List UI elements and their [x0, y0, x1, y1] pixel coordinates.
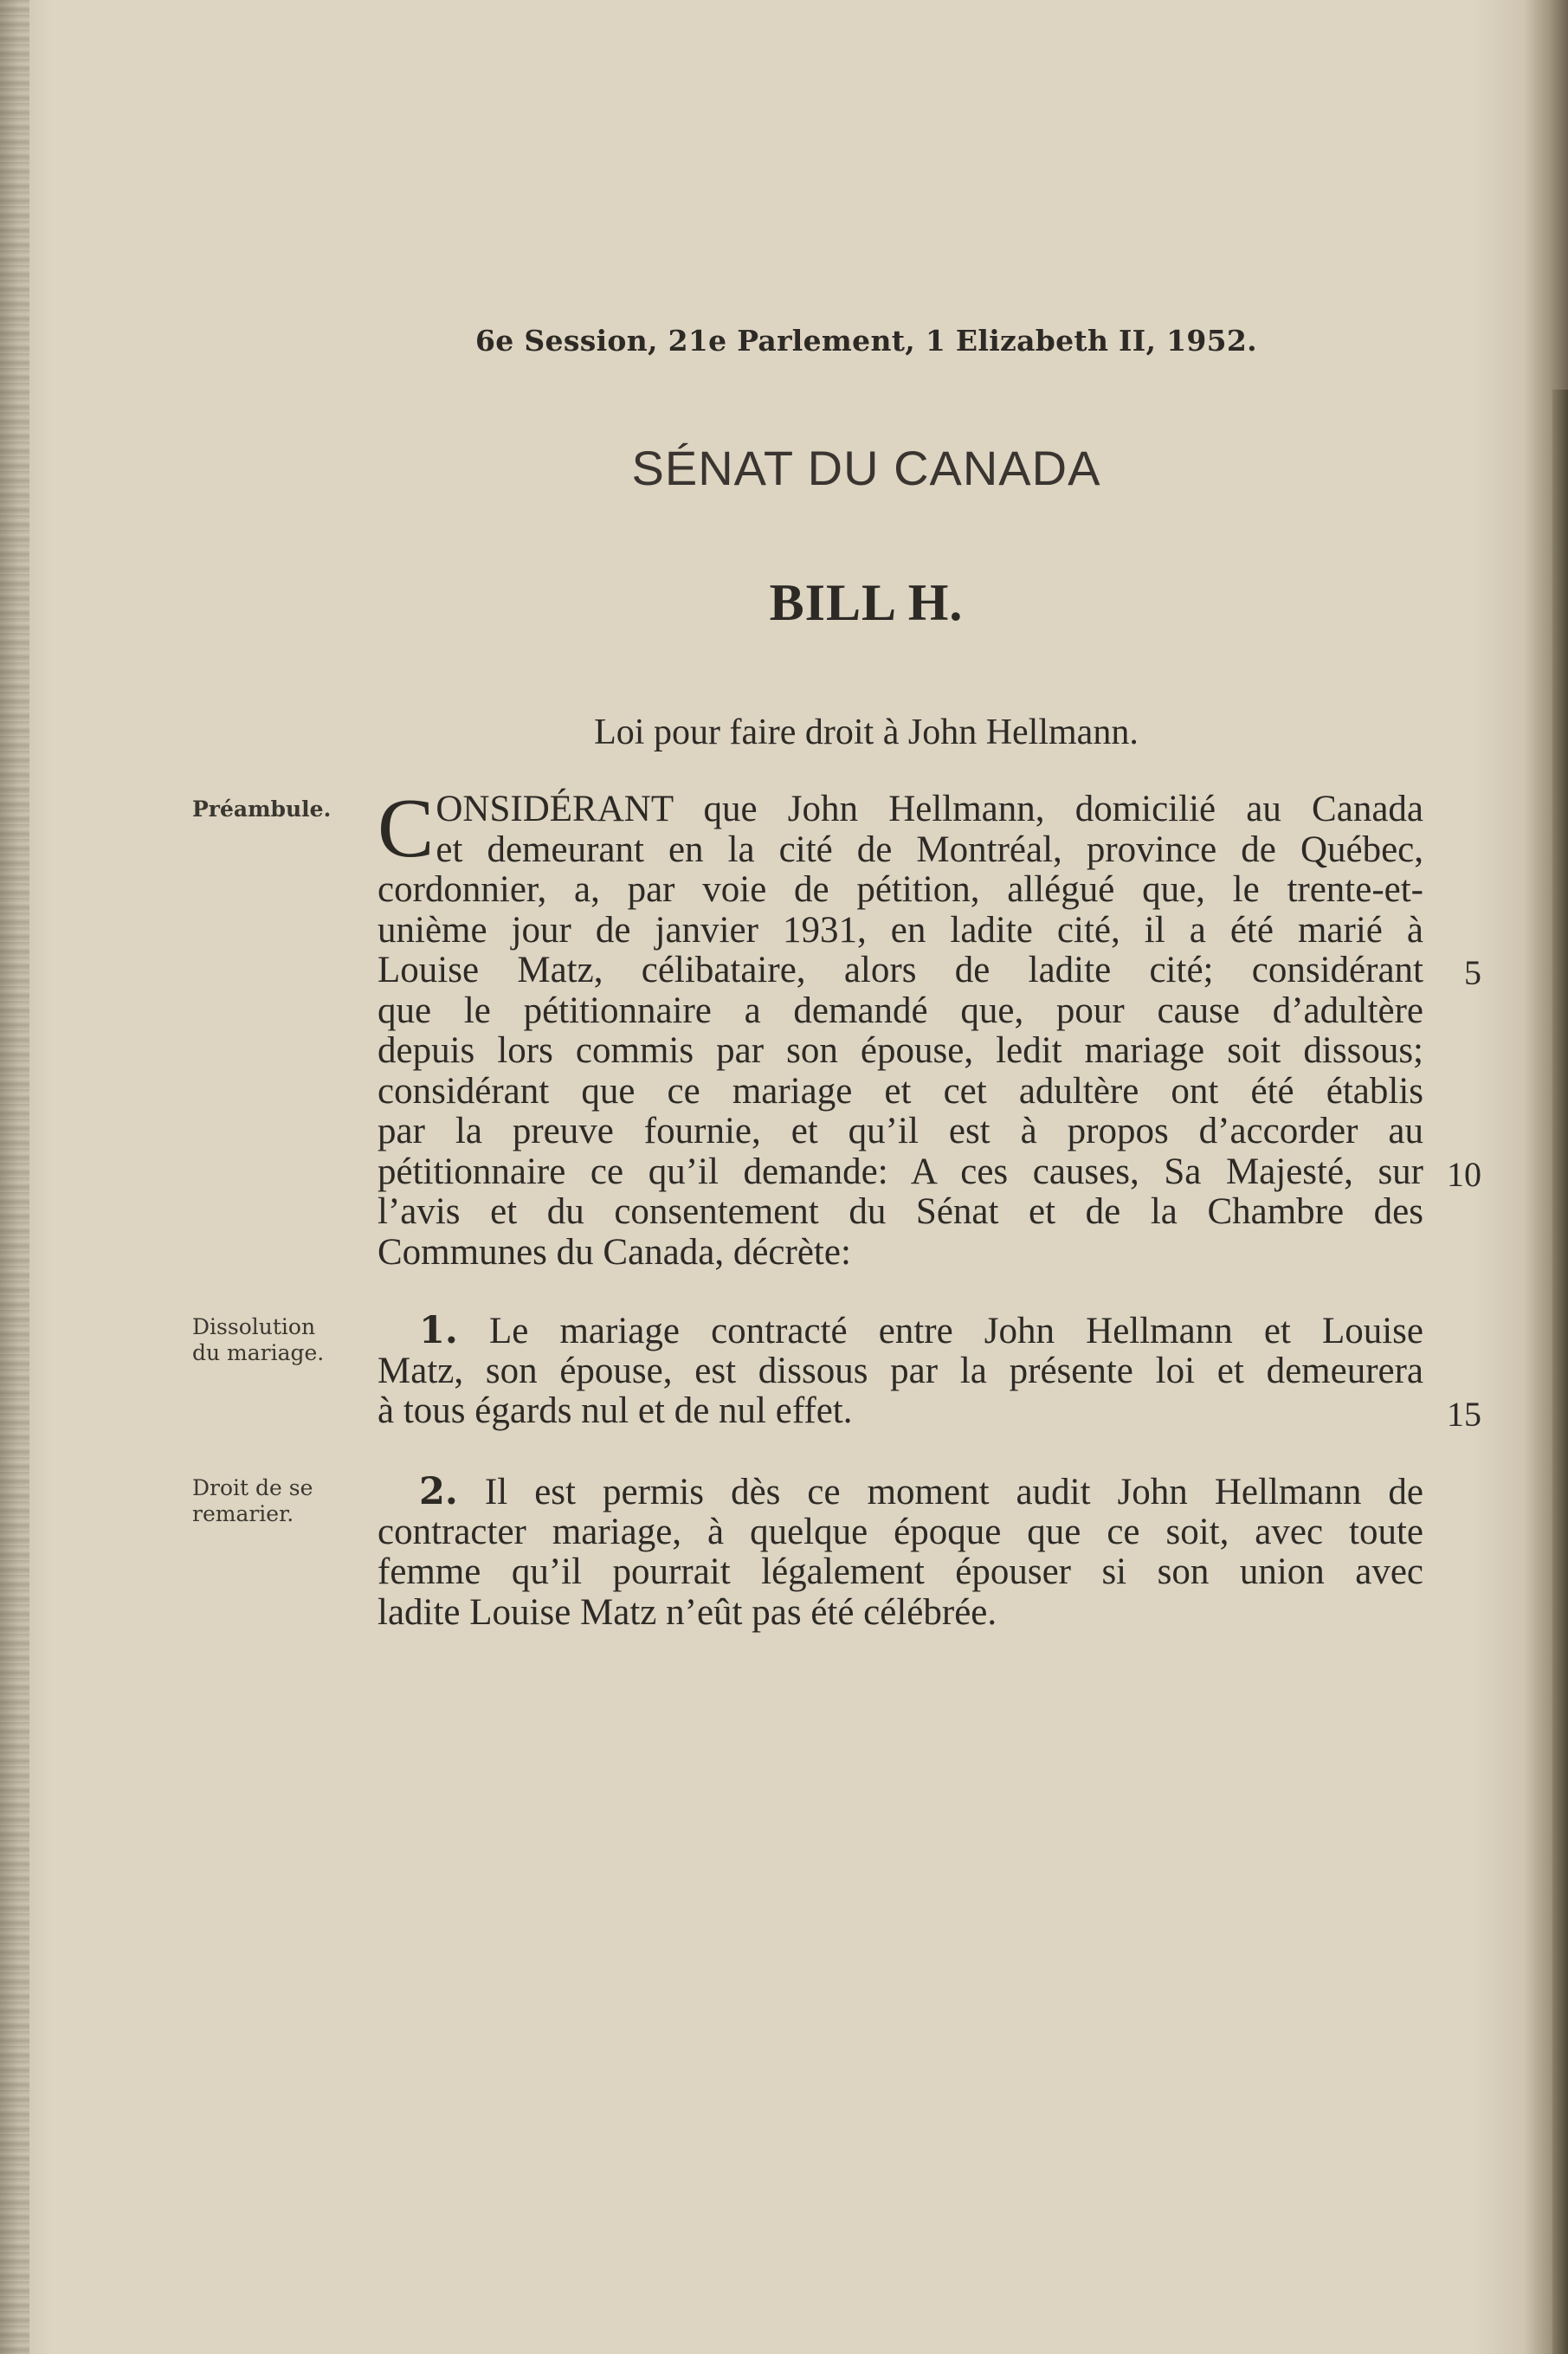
preamble-paragraph [377, 782, 1423, 1273]
section-1-number: 1. [419, 1309, 458, 1352]
margin-note-dissolution-line1: Dissolution [192, 1314, 316, 1339]
margin-note-preamble: Préambule. [192, 796, 332, 822]
margin-note-remarry-line1: Droit de se [192, 1475, 313, 1500]
margin-note-dissolution [192, 1314, 348, 1366]
preamble-dropcap: C [377, 782, 435, 875]
page-edge-shadow [1552, 390, 1568, 2354]
section-1-paragraph [377, 1311, 1423, 1432]
preamble-line: Communes du Canada, décrète: [377, 1231, 851, 1273]
section-1-line: à tous égards nul et de nul effet. [377, 1390, 853, 1431]
section-2-line: ladite Louise Matz n’eût pas été célébrée. [377, 1591, 997, 1633]
line-number-5: 5 [1464, 953, 1481, 992]
section-2-line-text: Il est permis dès ce moment audit John Hellmann de [484, 1472, 1424, 1512]
section-2-line: femme qu’il pourrait légalement épouser si son union avec [377, 1551, 1423, 1592]
section-2-paragraph [377, 1472, 1423, 1633]
session-header: 6e Session, 21e Parlement, 1 Elizabeth II, 1952. [475, 324, 1257, 358]
senate-title: SÉNAT DU CANADA [631, 441, 1101, 495]
section-1-line [377, 1311, 1423, 1351]
section-1-line: Matz, son épouse, est dissous par la présente loi et demeurera [377, 1350, 1423, 1391]
section-2-number: 2. [419, 1470, 458, 1513]
line-number-15: 15 [1447, 1395, 1481, 1434]
bill-title: BILL H. [769, 574, 964, 631]
preamble-line: unième jour de janvier 1931, en ladite cité, il a été marié à [377, 909, 1423, 951]
preamble-line: ONSIDÉRANT que John Hellmann, domicilié au Canada [436, 789, 1423, 829]
section-1-line-text: Le mariage contracté entre John Hellmann et Louise [489, 1311, 1423, 1351]
preamble-line: pétitionnaire ce qu’il demande: A ces causes, Sa Majesté, sur [377, 1151, 1423, 1192]
line-number-10: 10 [1447, 1155, 1481, 1194]
preamble-line: et demeurant en la cité de Montréal, province de Québec, [436, 829, 1423, 870]
preamble-line: considérant que ce mariage et cet adultère ont été établis [377, 1070, 1423, 1112]
preamble-line: par la preuve fournie, et qu’il est à propos d’accorder au [377, 1111, 1423, 1151]
margin-note-dissolution-line2: du mariage. [192, 1340, 325, 1365]
preamble-line: depuis lors commis par son épouse, ledit mariage soit dissous; [377, 1030, 1423, 1071]
section-2-line [377, 1472, 1423, 1512]
preamble-line: Louise Matz, célibataire, alors de ladite cité; considérant [377, 950, 1423, 990]
margin-note-remarry-line2: remarier. [192, 1501, 294, 1526]
section-2-line: contracter mariage, à quelque époque que ce soit, avec toute [377, 1511, 1423, 1552]
preamble-line: l’avis et du consentement du Sénat et de la Chambre des [377, 1191, 1423, 1232]
margin-note-remarry [192, 1475, 348, 1527]
bill-subtitle: Loi pour faire droit à John Hellmann. [594, 713, 1139, 752]
preamble-line: cordonnier, a, par voie de pétition, allégué que, le trente-et- [377, 869, 1423, 910]
preamble-line: que le pétitionnaire a demandé que, pour cause d’adultère [377, 990, 1423, 1031]
